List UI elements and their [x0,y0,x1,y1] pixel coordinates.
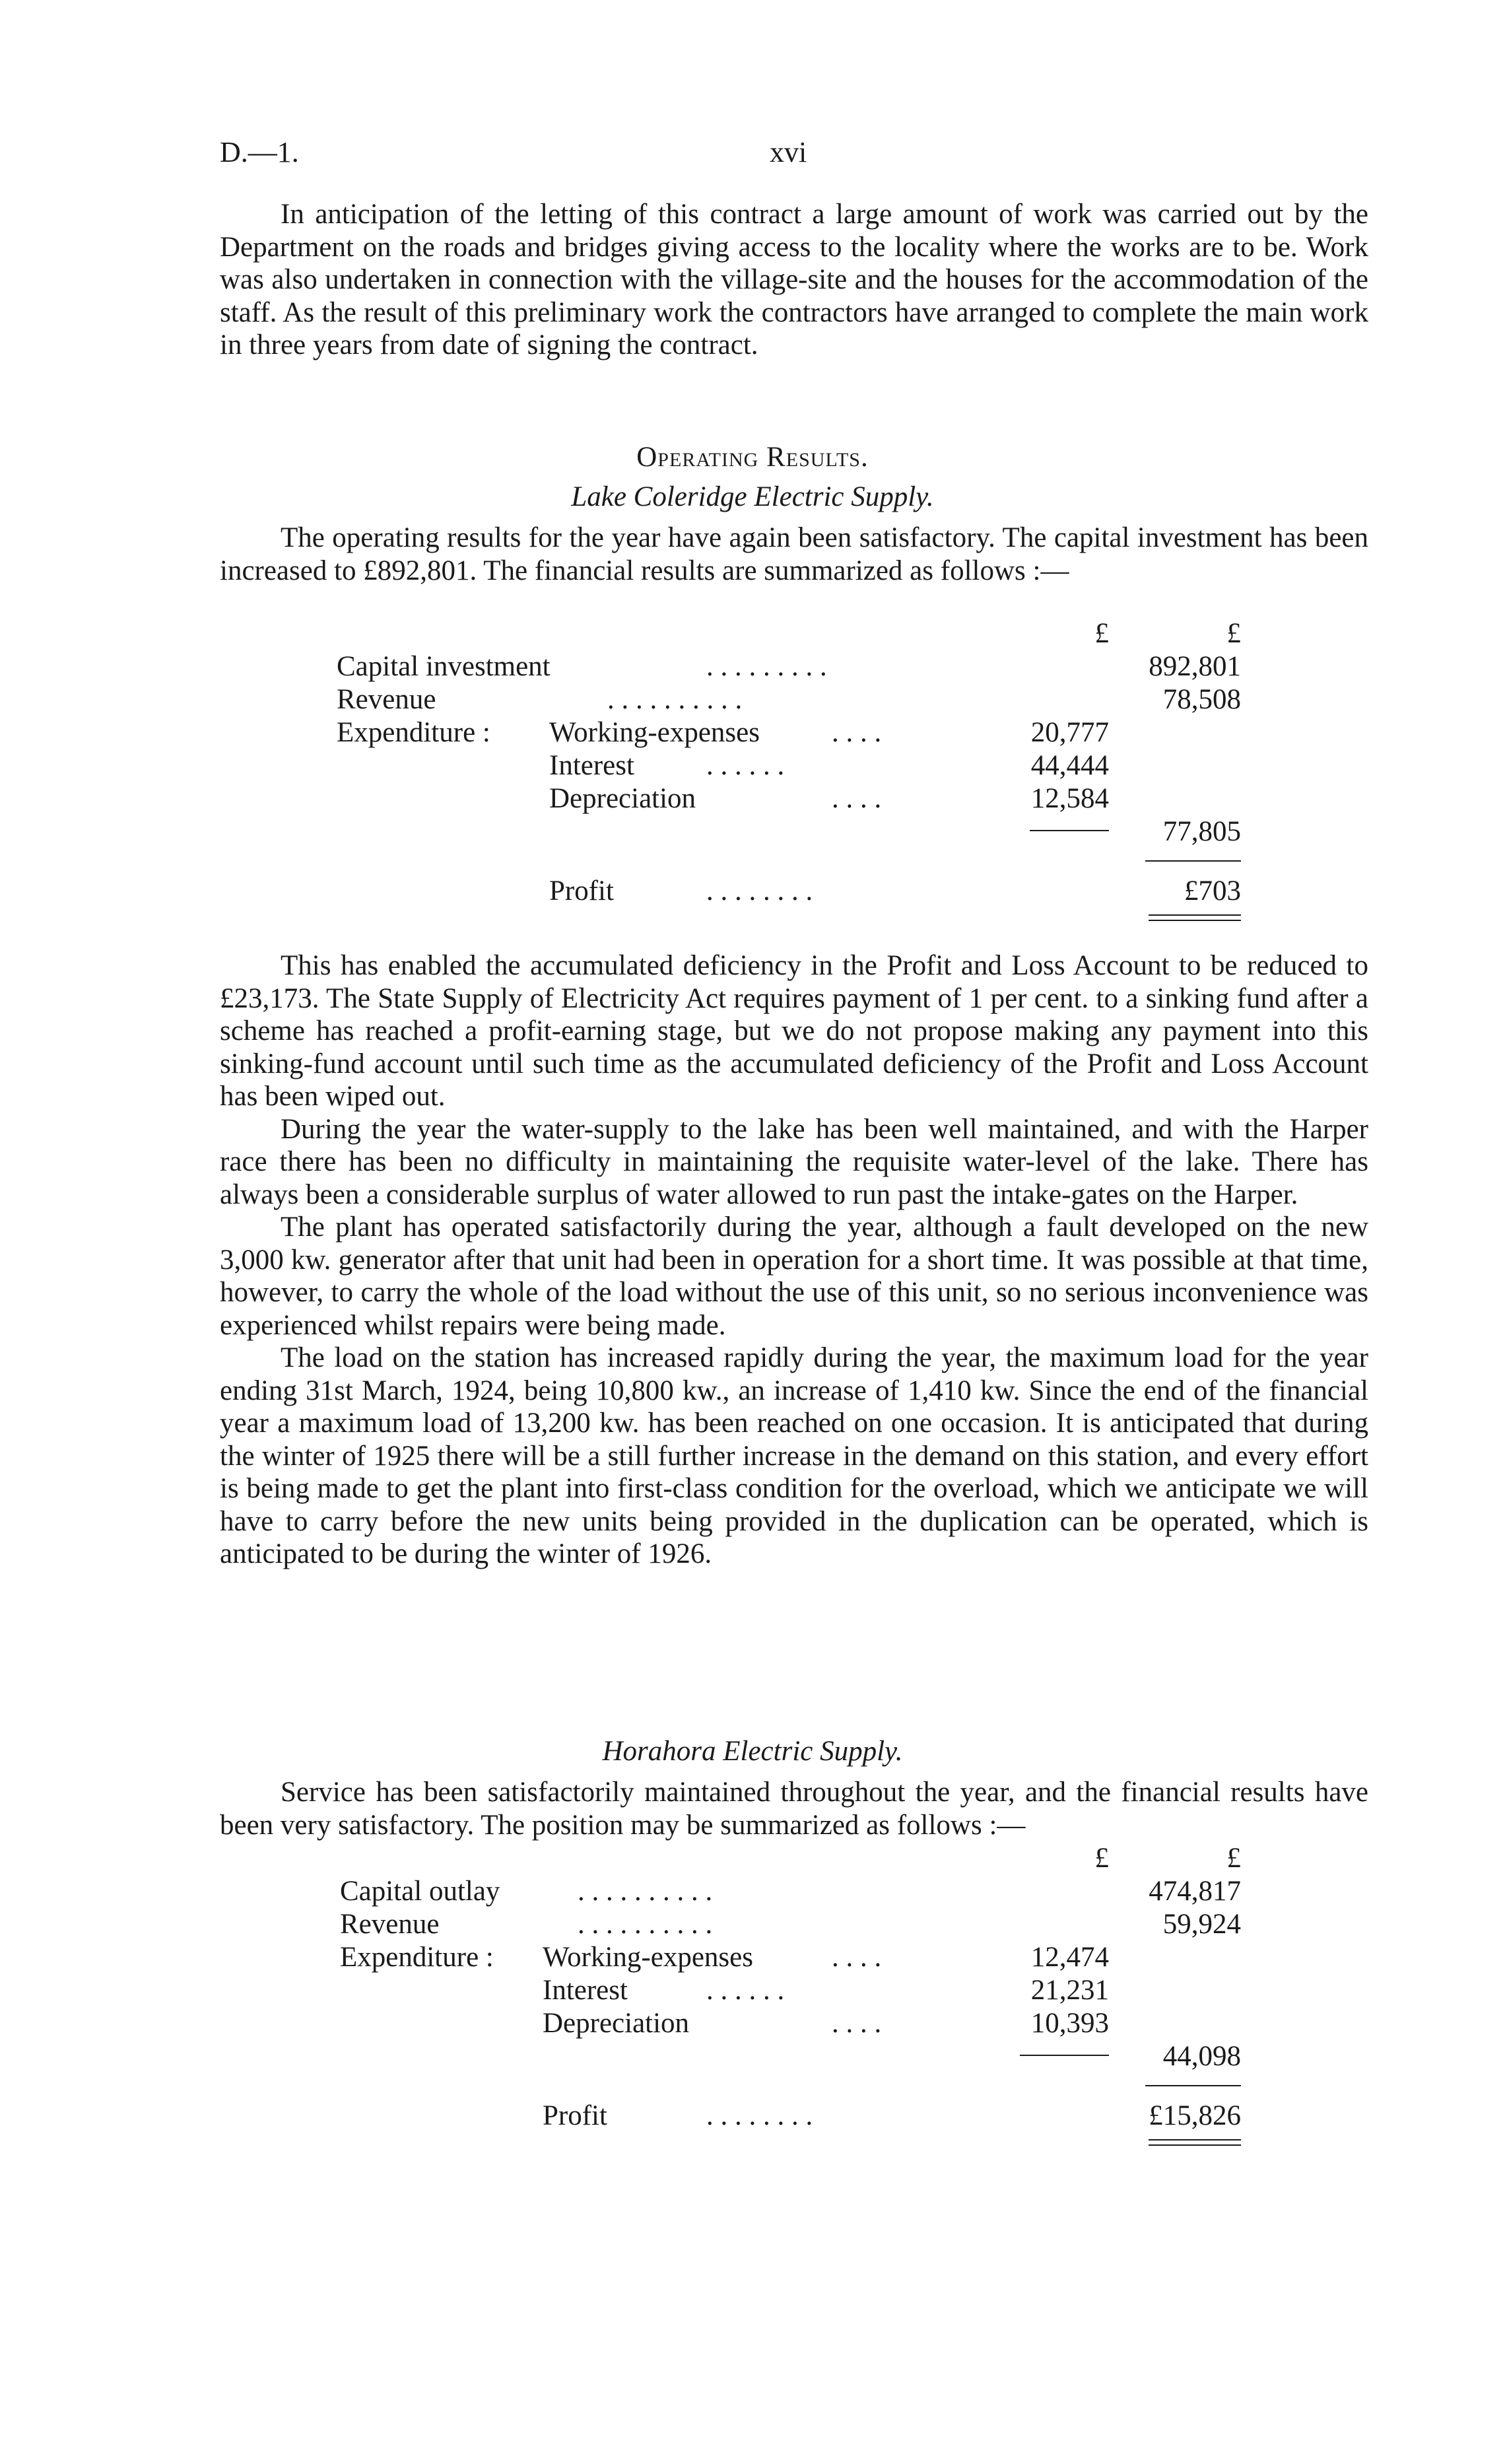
column-header-pounds: £ [1226,618,1241,649]
depreciation-value: 10,393 [1030,2008,1109,2039]
depreciation-label: Depreciation [549,783,696,814]
lake-coleridge-intro: The operating results for the year have again been satisfactory. The capital investment has been increased to £892,801. The financial results are summarized as follows :— [220,522,1368,586]
profit-value: £703 [1184,875,1241,907]
total-expenditure-value: 77,805 [1162,816,1241,847]
leader-dots: . . . . . . . . [706,875,813,907]
intro-paragraph-block [220,198,1368,362]
total-rule [1145,860,1241,862]
intro-paragraph: In anticipation of the letting of this contract a large amount of work was carried out by the Department on the roads and bridges giving access to the locality where the works are to be. Work was also undertaken in connection with the village-site and the houses for the accommodation of the staff. As the result of this preliminary work the contractors have arranged to complete the main work in three years from date of signing the contract. [220,199,1368,360]
column-header-pounds: £ [1094,1843,1109,1874]
working-expenses-value: 20,777 [1030,717,1109,748]
revenue-label: Revenue [340,1909,440,1940]
depreciation-value: 12,584 [1030,783,1109,814]
double-rule-top [1149,914,1241,916]
leader-dots: . . . . . . . . . . [578,1909,713,1940]
leader-dots: . . . . . . [706,750,785,781]
lake-coleridge-intro-block [220,522,1368,587]
total-rule [1145,2085,1241,2086]
capital-label: Capital outlay [340,1876,500,1907]
expenditure-label: Expenditure : [340,1942,494,1973]
capital-value: 892,801 [1149,651,1241,682]
column-header-pounds: £ [1226,1843,1241,1874]
interest-label: Interest [549,750,634,781]
working-expenses-label: Working-expenses [543,1942,753,1973]
leader-dots: . . . . . . [706,1975,785,2006]
profit-value: £15,826 [1149,2100,1241,2131]
total-expenditure-value: 44,098 [1162,2041,1241,2072]
interest-label: Interest [543,1975,628,2006]
expenditure-label: Expenditure : [337,717,490,748]
body-paragraph: The load on the station has increased rapidly during the year, the maximum load for the year ending 31st March, 1924, being 10,800 kw., an increase of 1,410 kw. Since the end of the financial year a maximum load of 13,200 kw. has been reached on one occasion. It is anticipated that during the winter of 1925 there will be a still further increase in the demand on this station, and every effort is being made to get the plant into first-class condition for the overload, which we anticipate we will have to carry before the new units being provided in the duplication can be operated, which is anticipated to be during the winter of 1926. [220,1342,1368,1569]
body-paragraph: The plant has operated satisfactorily during the year, although a fault developed on the new 3,000 kw. generator after that unit had been in operation for a short time. It was possible at that time, however, to carry the whole of the load without the use of this unit, so no serious inconvenience was experienced whilst repairs were being made. [220,1212,1368,1341]
leader-dots: . . . . [832,2008,882,2039]
interest-value: 44,444 [1030,750,1109,781]
page-number: xvi [770,136,807,168]
revenue-value: 78,508 [1162,684,1241,715]
horahora-intro-block [220,1776,1368,1841]
body-paragraph: During the year the water-supply to the lake has been well maintained, and with the Harper race there has been no difficulty in maintaining the requisite water-level of the lake. There has always been a considerable surplus of water allowed to run past the intake-gates on the Harper. [220,1113,1368,1210]
horahora-financial-table [0,1842,1505,2159]
leader-dots: . . . . [832,1942,882,1973]
leader-dots: . . . . [832,717,882,748]
section-heading: Operating Results. [636,442,869,473]
lake-coleridge-body [220,949,1368,1571]
horahora-heading: Horahora Electric Supply. [602,1736,903,1767]
depreciation-label: Depreciation [543,2008,690,2039]
body-paragraph: This has enabled the accumulated deficiency in the Profit and Loss Account to be reduced to £23,173. The State Supply of Electricity Act requires payment of 1 per cent. to a sinking fund after a scheme has reached a profit-earning stage, but we do not propose making any payment into this sinking-fund account until such time as the accumulated deficiency of the Profit and Loss Account has been wiped out. [220,950,1368,1112]
revenue-label: Revenue [337,684,436,715]
revenue-value: 59,924 [1162,1909,1241,1940]
profit-label: Profit [543,2100,607,2131]
double-rule-top [1149,2139,1241,2140]
leader-dots: . . . . . . . . . [706,651,827,682]
capital-value: 474,817 [1149,1876,1241,1907]
profit-label: Profit [549,875,614,907]
double-rule-bottom [1149,920,1241,921]
working-expenses-label: Working-expenses [549,717,760,748]
interest-value: 21,231 [1030,1975,1109,2006]
lake-coleridge-financial-table [0,617,1505,934]
leader-dots: . . . . [832,783,882,814]
capital-label: Capital investment [337,651,551,682]
lake-coleridge-heading: Lake Coleridge Electric Supply. [571,481,934,512]
leader-dots: . . . . . . . . . . [607,684,743,715]
double-rule-bottom [1149,2144,1241,2146]
working-expenses-value: 12,474 [1030,1942,1109,1973]
document-reference: D.—1. [220,136,299,168]
column-header-pounds: £ [1094,618,1109,649]
horahora-intro: Service has been satisfactorily maintained throughout the year, and the financial results have been very satisfactory. The position may be summarized as follows :— [220,1777,1368,1841]
leader-dots: . . . . . . . . . . [578,1876,713,1907]
leader-dots: . . . . . . . . [706,2100,813,2131]
